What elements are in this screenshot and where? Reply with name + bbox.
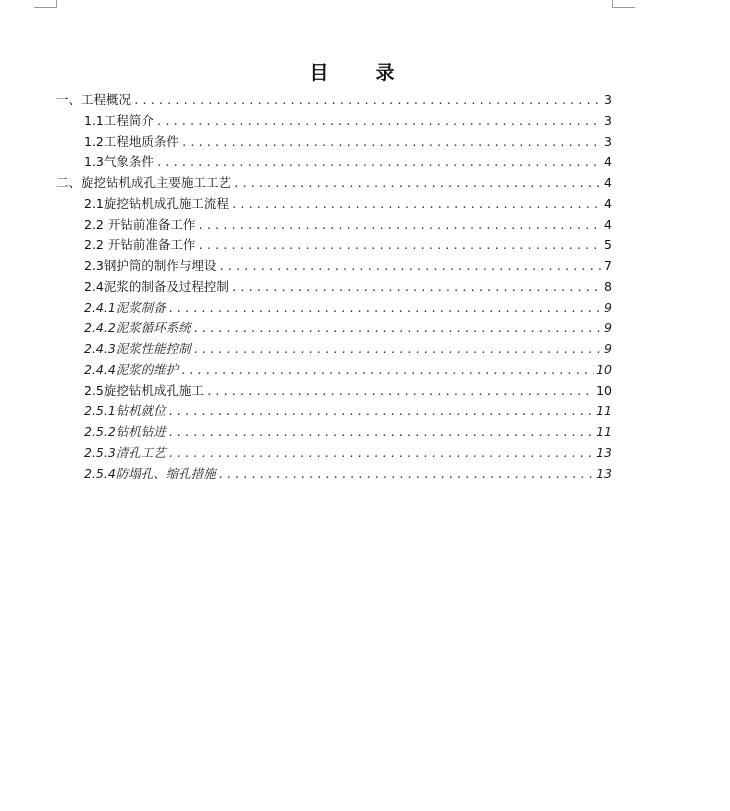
toc-entry[interactable] bbox=[56, 360, 612, 381]
toc-entry[interactable] bbox=[56, 90, 612, 111]
toc-leader-dots bbox=[231, 278, 602, 298]
toc-entry-title: 一、工程概况 bbox=[56, 92, 132, 107]
toc-entry-page-number: 4 bbox=[604, 195, 612, 211]
page-corner-mark-top-right bbox=[612, 0, 635, 8]
toc-entry-title: 2.4泥浆的制备及过程控制 bbox=[84, 278, 229, 294]
toc-leader-dots bbox=[133, 91, 602, 111]
toc-entry-page-number: 4 bbox=[604, 175, 612, 190]
toc-entry-page-number: 9 bbox=[604, 320, 612, 336]
toc-leader-dots bbox=[193, 340, 602, 360]
toc-entry-title: 2.4.1泥浆制备 bbox=[84, 299, 166, 315]
toc-entry-title: 2.5.3清孔工艺 bbox=[84, 444, 166, 460]
table-of-contents bbox=[56, 90, 612, 484]
toc-entry[interactable] bbox=[56, 215, 612, 236]
toc-leader-dots bbox=[168, 402, 594, 422]
toc-entry-title: 2.5.1钻机就位 bbox=[84, 403, 166, 419]
toc-leader-dots bbox=[231, 195, 602, 215]
toc-entry[interactable] bbox=[56, 318, 612, 339]
toc-leader-dots bbox=[206, 382, 594, 402]
page-corner-mark-top-left bbox=[34, 0, 57, 8]
toc-entry-page-number: 7 bbox=[604, 258, 612, 273]
toc-leader-dots bbox=[197, 236, 602, 256]
toc-entry-page-number: 10 bbox=[596, 361, 612, 377]
toc-entry[interactable] bbox=[56, 173, 612, 194]
toc-leader-dots bbox=[218, 465, 594, 485]
toc-entry[interactable] bbox=[56, 152, 612, 173]
toc-leader-dots bbox=[218, 257, 602, 277]
toc-leader-dots bbox=[181, 133, 602, 153]
toc-entry-title: 2.5旋挖钻机成孔施工 bbox=[84, 382, 204, 398]
toc-entry[interactable] bbox=[56, 422, 612, 443]
toc-entry-page-number: 9 bbox=[604, 299, 612, 315]
toc-leader-dots bbox=[180, 361, 594, 381]
toc-entry-title: 2.2 开钻前准备工作 bbox=[84, 237, 196, 253]
toc-entry[interactable] bbox=[56, 443, 612, 464]
toc-entry-page-number: 11 bbox=[596, 403, 612, 419]
toc-entry-title: 2.4.3泥浆性能控制 bbox=[84, 341, 191, 356]
toc-entry[interactable] bbox=[56, 401, 612, 422]
toc-entry[interactable] bbox=[56, 132, 612, 153]
toc-leader-dots bbox=[233, 174, 602, 194]
toc-entry[interactable] bbox=[56, 256, 612, 277]
toc-leader-dots bbox=[168, 423, 594, 443]
toc-entry-title: 2.2 开钻前准备工作 bbox=[84, 216, 196, 232]
toc-entry-page-number: 9 bbox=[604, 341, 612, 356]
toc-entry[interactable] bbox=[56, 298, 612, 319]
toc-entry-title: 2.3钢护筒的制作与埋设 bbox=[84, 258, 217, 273]
toc-leader-dots bbox=[193, 319, 602, 339]
toc-entry[interactable] bbox=[56, 381, 612, 402]
toc-entry-title: 2.4.2泥浆循环系统 bbox=[84, 320, 191, 336]
toc-entry-page-number: 3 bbox=[604, 133, 612, 149]
toc-entry-page-number: 8 bbox=[604, 278, 612, 294]
toc-entry-title: 1.2工程地质条件 bbox=[84, 133, 179, 149]
toc-entry-title: 2.4.4泥浆的维护 bbox=[84, 361, 179, 377]
toc-leader-dots bbox=[168, 299, 602, 319]
toc-entry-page-number: 5 bbox=[604, 237, 612, 253]
toc-entry-title: 2.5.4防塌孔、缩孔措施 bbox=[84, 465, 216, 481]
toc-leader-dots bbox=[156, 112, 602, 132]
toc-entry-page-number: 4 bbox=[604, 154, 612, 170]
toc-entry[interactable] bbox=[56, 194, 612, 215]
toc-entry-title: 2.5.2钻机钻进 bbox=[84, 424, 166, 439]
toc-entry[interactable] bbox=[56, 277, 612, 298]
toc-entry[interactable] bbox=[56, 235, 612, 256]
toc-entry-page-number: 3 bbox=[604, 92, 612, 107]
toc-entry-title: 1.3气象条件 bbox=[84, 154, 154, 170]
toc-entry[interactable] bbox=[56, 464, 612, 485]
toc-entry-page-number: 10 bbox=[596, 382, 612, 398]
toc-entry-title: 2.1旋挖钻机成孔施工流程 bbox=[84, 195, 229, 211]
toc-leader-dots bbox=[197, 216, 602, 236]
toc-entry-page-number: 13 bbox=[596, 465, 612, 481]
toc-entry[interactable] bbox=[56, 339, 612, 360]
toc-title: 目 录 bbox=[309, 62, 409, 84]
toc-entry[interactable] bbox=[56, 111, 612, 132]
toc-entry-title: 1.1工程简介 bbox=[84, 112, 154, 128]
toc-entry-title: 二、旋挖钻机成孔主要施工工艺 bbox=[56, 175, 232, 190]
toc-entry-page-number: 11 bbox=[596, 424, 612, 439]
toc-entry-page-number: 3 bbox=[604, 112, 612, 128]
toc-leader-dots bbox=[156, 153, 602, 173]
toc-entry-page-number: 13 bbox=[596, 444, 612, 460]
toc-entry-page-number: 4 bbox=[604, 216, 612, 232]
toc-leader-dots bbox=[168, 444, 594, 464]
